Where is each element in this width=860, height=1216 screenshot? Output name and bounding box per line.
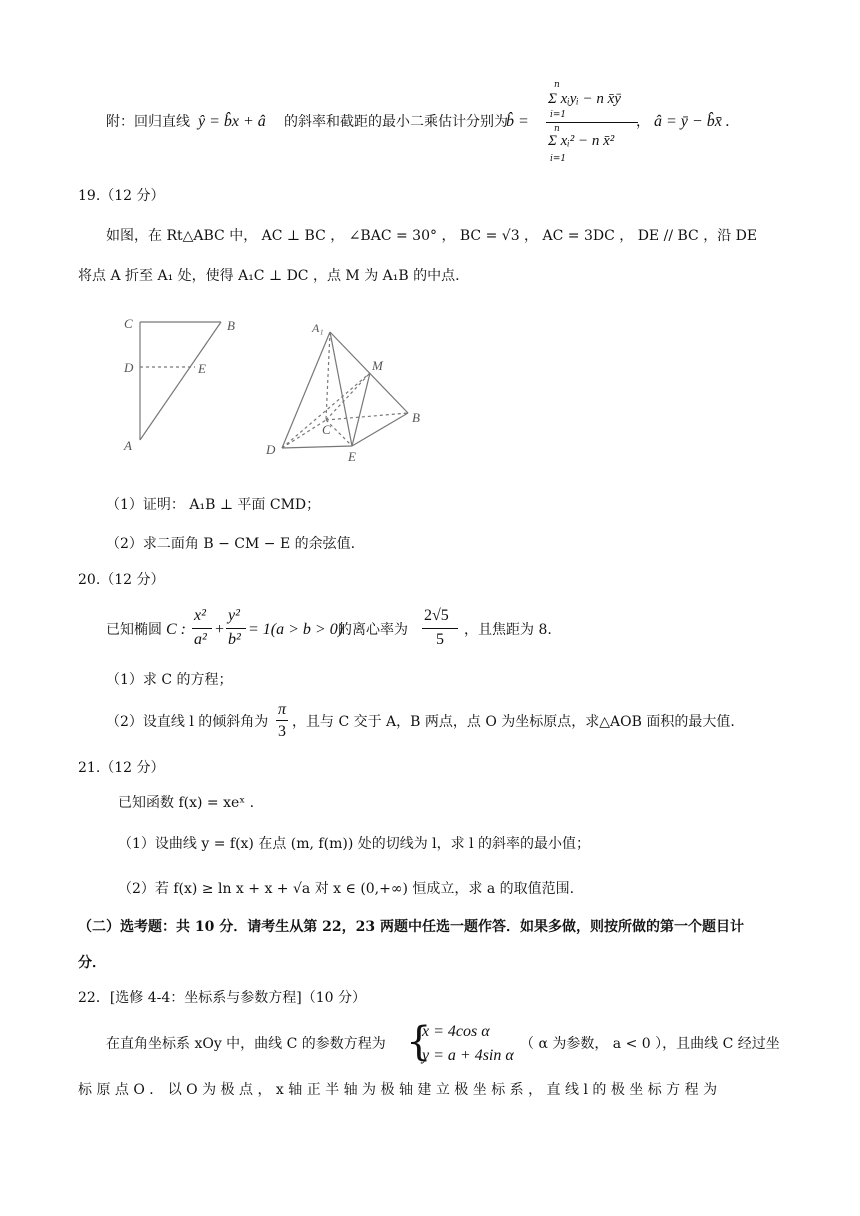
param-brace: {	[406, 1019, 432, 1065]
q19-part1: （1）证明： A₁B ⊥ 平面 CMD；	[106, 497, 321, 513]
ellipse-frac-bar-1	[192, 628, 212, 629]
ellipse-a2: a²	[194, 631, 207, 648]
q22-line1-post: （ α 为参数， a < 0 ），且曲线 C 经过坐	[520, 1036, 780, 1052]
q19-line1: 如图，在 Rt△ABC 中， AC ⊥ BC ， ∠BAC = 30° ， BC = √3 ， AC = 3DC ， DE // BC ，沿 DE	[106, 228, 758, 244]
q19-part2: （2）求二面角 B − CM − E 的余弦值.	[106, 536, 356, 552]
fig1-label-D: D	[124, 360, 134, 375]
angle-bar	[276, 720, 288, 721]
b-hat-label: b̂ =	[506, 113, 529, 130]
q20-header: 20.（12 分）	[78, 572, 165, 588]
fig2-label-E: E	[348, 449, 356, 464]
q21-part1: （1）设曲线 y = f(x) 在点 (m, f(m)) 处的切线为 l，求 l 的斜率的最小值；	[118, 836, 591, 852]
fig1-label-B: B	[227, 318, 235, 333]
ellipse-plus: +	[214, 621, 225, 638]
q21-line1: 已知函数 f(x) = xeˣ .	[118, 795, 255, 811]
fig1-label-E: E	[198, 361, 206, 376]
sum-top-denominator: n	[554, 124, 560, 134]
angle-three: 3	[278, 723, 286, 740]
eccentricity-bar	[422, 628, 458, 629]
appendix-prefix: 附：回归直线	[106, 114, 190, 130]
section2-line2: 分．	[78, 955, 106, 971]
a-hat-formula: â = ȳ − b̂x̄ .	[654, 113, 730, 130]
param-eq-y: y = a + 4sin α	[422, 1047, 514, 1064]
fig2-label-D: D	[266, 442, 276, 457]
q20-part2-post: ，且与 C 交于 A，B 两点，点 O 为坐标原点，求△AOB 面积的最大值.	[292, 714, 735, 730]
b-hat-fraction	[540, 80, 640, 164]
angle-pi: π	[278, 701, 287, 718]
param-eq-x: x = 4cos α	[422, 1023, 490, 1040]
q20-line1-post: ，且焦距为 8.	[464, 622, 552, 638]
figure-tetrahedron	[282, 332, 408, 448]
sum-top-numerator: n	[554, 80, 560, 90]
ellipse-frac-bar-2	[226, 628, 246, 629]
q20-line1-pre: 已知椭圆	[106, 622, 162, 638]
eccentricity-num: 2√5	[424, 607, 449, 624]
q22-line1-pre: 在直角坐标系 xOy 中，曲线 C 的参数方程为	[106, 1036, 386, 1052]
q21-part2: （2）若 f(x) ≥ ln x + x + √a 对 x ∈ (0,+∞) 恒成立，求 a 的取值范围.	[118, 881, 575, 897]
fig2-label-C: C	[322, 422, 331, 437]
fig1-label-C: C	[124, 316, 133, 331]
q21-header: 21.（12 分）	[78, 760, 165, 776]
ellipse-b2: b²	[228, 631, 241, 648]
regression-line-formula: ŷ = b̂x + â	[198, 113, 266, 130]
fig2-label-M: M	[372, 358, 383, 373]
q20-line1-mid: 的离心率为	[338, 622, 408, 638]
q20-part1: （1）求 C 的方程；	[106, 672, 233, 688]
fig2-label-A1: A₁	[312, 321, 324, 335]
section2-line1: （二）选考题：共 10 分．请考生从第 22，23 两题中任选一题作答．如果多做，则按所做的第一个题目计	[78, 919, 744, 935]
ellipse-rhs: = 1(a > b > 0)	[248, 621, 344, 638]
sum-bottom-numerator: i=1	[550, 110, 567, 120]
ellipse-x2: x²	[194, 607, 206, 624]
ellipse-C: C :	[166, 621, 186, 638]
fraction-bar	[546, 122, 638, 123]
fig1-label-A: A	[124, 438, 132, 453]
sum-bottom-denominator: i=1	[550, 154, 567, 164]
eccentricity-den: 5	[436, 631, 444, 648]
figure-triangle	[140, 322, 221, 440]
fig2-label-B: B	[412, 410, 420, 425]
q20-part2-pre: （2）设直线 l 的倾斜角为	[106, 714, 269, 730]
fraction-numerator: Σ xᵢyᵢ − n x̄ȳ	[548, 91, 621, 107]
q19-header: 19.（12 分）	[78, 188, 165, 204]
ellipse-y2: y²	[228, 607, 240, 624]
appendix-sep: ，	[636, 114, 650, 130]
q19-line2: 将点 A 折至 A₁ 处，使得 A₁C ⊥ DC ，点 M 为 A₁B 的中点.	[78, 268, 460, 284]
q22-line2: 标 原 点 O ． 以 O 为 极 点 ， x 轴 正 半 轴 为 极 轴 建 立 极 坐 标 系 ， 直 线 l 的 极 坐 标 方 程 为	[78, 1082, 718, 1098]
fraction-denominator: Σ xᵢ² − n x̄²	[548, 133, 615, 149]
q22-header: 22．[选修 4-4：坐标系与参数方程]（10 分）	[78, 990, 366, 1006]
q19-figures	[0, 310, 860, 470]
appendix-mid: 的斜率和截距的最小二乘估计分别为	[284, 114, 508, 130]
